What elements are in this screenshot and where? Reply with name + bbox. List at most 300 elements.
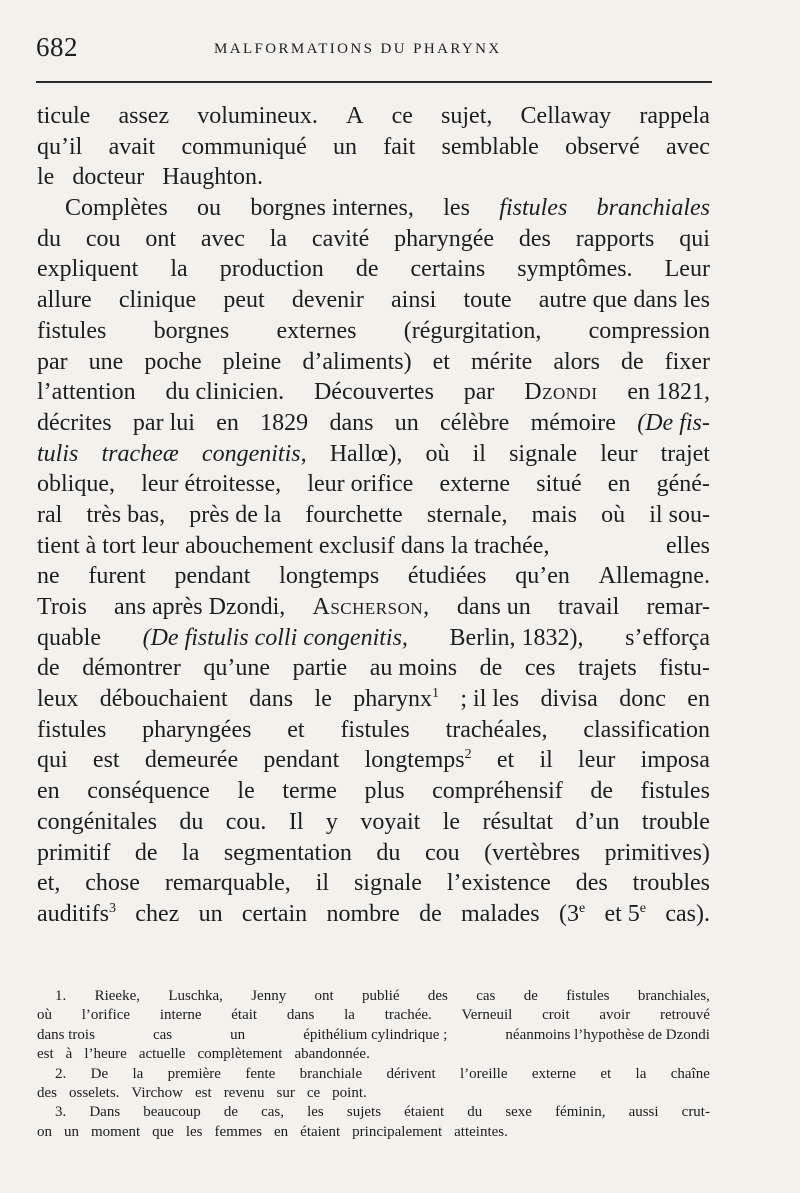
text: première <box>167 1065 221 1082</box>
text: volumineux. <box>197 103 318 129</box>
text: célèbre <box>440 409 510 436</box>
text: quable <box>37 624 101 651</box>
text-segment <box>576 868 608 899</box>
text: leur <box>600 440 638 467</box>
text: Complètes <box>65 195 168 222</box>
text: ; il les <box>460 686 520 713</box>
text: cou <box>424 839 460 866</box>
text: la <box>344 1007 355 1024</box>
text-segment <box>450 623 584 654</box>
text-segment <box>144 347 201 378</box>
text: voyait <box>360 808 421 835</box>
text-segment <box>515 561 570 592</box>
text-segment <box>460 684 519 715</box>
text-segment <box>168 987 223 1006</box>
text: qui <box>679 225 710 252</box>
text-segment <box>37 561 60 592</box>
text-segment <box>440 408 509 439</box>
text: Haughton. <box>162 164 263 191</box>
text: l’orifice <box>81 1007 131 1024</box>
text-segment <box>432 776 563 807</box>
text-segment <box>333 132 357 163</box>
text-segment <box>37 592 87 623</box>
text: cas). <box>665 900 710 927</box>
text: par lui <box>132 409 195 436</box>
text-segment <box>539 285 710 316</box>
header-rule <box>36 81 712 83</box>
text: pharyngées <box>142 716 252 743</box>
text-segment <box>464 377 495 408</box>
text-segment <box>558 592 619 623</box>
text: de <box>621 348 644 375</box>
text: et <box>600 1065 612 1082</box>
text: à <box>65 1046 73 1063</box>
text-segment <box>261 1103 284 1122</box>
text-segment <box>64 1123 85 1142</box>
text-segment <box>480 653 503 684</box>
text: donc <box>619 686 666 713</box>
text-segment <box>641 745 710 776</box>
body-line <box>37 408 710 439</box>
text: dérivent <box>386 1065 436 1082</box>
body-line <box>37 807 710 838</box>
body-line <box>37 899 710 930</box>
text: de <box>37 655 60 682</box>
text-segment <box>539 745 552 776</box>
text: cou. <box>225 808 267 835</box>
text-segment <box>553 347 600 378</box>
text: nombre <box>326 900 400 927</box>
text: cou <box>85 225 121 252</box>
text: et <box>432 348 450 375</box>
text-segment <box>37 224 61 255</box>
text: et <box>287 716 305 743</box>
text: chose <box>85 870 140 897</box>
text-segment <box>425 439 449 470</box>
text-segment <box>37 868 60 899</box>
text-segment <box>133 408 195 439</box>
text: mais <box>531 501 577 528</box>
text: pendant <box>174 563 251 590</box>
body-line <box>37 684 710 715</box>
text: longtemps <box>279 563 380 590</box>
text: docteur <box>72 164 145 191</box>
text-segment <box>294 1045 375 1064</box>
text-segment <box>168 1065 221 1084</box>
text: travail <box>558 594 620 620</box>
body-line <box>37 469 710 500</box>
text: par <box>463 379 495 406</box>
text-segment <box>131 1084 189 1103</box>
text-segment <box>202 439 307 470</box>
superscript: e <box>578 900 586 916</box>
text: malades <box>461 900 540 927</box>
text: crut- <box>681 1104 710 1121</box>
text-segment <box>237 776 254 807</box>
text-segment <box>519 224 551 255</box>
text: ticule <box>37 103 91 129</box>
text-segment <box>274 1123 294 1142</box>
text-segment <box>627 377 710 408</box>
text: il sou- <box>649 501 710 528</box>
text-segment <box>300 1065 362 1084</box>
text: qu’une <box>203 655 271 682</box>
footnote-line <box>37 1045 710 1064</box>
text: que <box>152 1123 174 1140</box>
footnote-line <box>37 1026 710 1045</box>
text: actuelle <box>138 1046 186 1063</box>
text: étaient <box>404 1104 445 1121</box>
text-segment <box>160 1006 202 1025</box>
text-segment <box>484 838 580 869</box>
text: fistules <box>340 716 410 743</box>
text: étudiées <box>407 563 487 590</box>
text-segment <box>65 193 168 224</box>
text-segment <box>293 653 348 684</box>
text: auditifs <box>37 900 109 927</box>
text: fistules <box>37 716 107 743</box>
text-segment <box>307 1103 324 1122</box>
text: avec <box>200 225 245 252</box>
text-segment <box>647 592 710 623</box>
text-segment <box>37 316 106 347</box>
text: de <box>479 655 503 682</box>
text-segment <box>37 101 90 132</box>
text-segment <box>114 592 285 623</box>
text-segment <box>509 439 577 470</box>
text-segment <box>505 1103 532 1122</box>
text: divisa <box>540 686 598 713</box>
text: en <box>274 1123 289 1140</box>
text: fourchette <box>305 501 403 528</box>
text: la <box>182 839 200 866</box>
text-segment <box>215 1123 268 1142</box>
text-segment <box>531 408 616 439</box>
text-segment <box>89 1103 120 1122</box>
text: en <box>37 778 60 805</box>
text: en <box>607 471 631 498</box>
text: toute <box>463 287 512 314</box>
body-line <box>37 745 710 776</box>
text: compréhensif <box>432 778 563 805</box>
text-segment <box>201 224 245 255</box>
text-segment <box>505 1026 710 1045</box>
text: l’existence <box>446 870 551 897</box>
text-segment <box>142 715 251 746</box>
text-segment <box>629 1103 659 1122</box>
text-segment <box>383 132 415 163</box>
body-line <box>37 500 710 531</box>
footnote-line <box>37 1065 710 1084</box>
body-line <box>37 193 710 224</box>
text: dans trois <box>37 1026 95 1043</box>
text: était <box>231 1007 258 1024</box>
text: d’aliments) <box>302 348 412 375</box>
footnotes <box>37 987 710 1142</box>
text-segment <box>37 1026 95 1045</box>
text-segment <box>608 469 631 500</box>
text-segment <box>277 1084 301 1103</box>
text: qu’en <box>515 563 570 590</box>
text-segment <box>197 101 318 132</box>
text-segment <box>37 254 138 285</box>
text-segment <box>385 1006 432 1025</box>
text: avait <box>108 133 156 160</box>
running-title: MALFORMATIONS DU PHARYNX <box>214 41 502 57</box>
text: la <box>132 1065 144 1082</box>
text-segment <box>428 987 448 1006</box>
text-segment <box>197 1045 288 1064</box>
text: 3. <box>55 1104 67 1121</box>
text-segment <box>665 899 710 930</box>
text: fistules <box>640 778 710 805</box>
text-segment <box>37 684 78 715</box>
text-segment <box>292 285 364 316</box>
text-segment <box>37 776 60 807</box>
text-segment <box>441 101 492 132</box>
text: tient à tort leur abouchement exclusif dans la trachée, <box>37 532 550 559</box>
text-segment <box>249 684 293 715</box>
text: fixer <box>664 348 710 375</box>
text-segment <box>179 807 203 838</box>
text-segment <box>525 653 556 684</box>
text-segment <box>93 745 120 776</box>
text: un <box>198 900 223 927</box>
superscript: 3 <box>109 900 116 916</box>
text-segment <box>91 1123 146 1142</box>
text-segment <box>315 987 334 1006</box>
text-segment <box>625 623 710 654</box>
text: rapports <box>575 225 655 252</box>
text: trachéales, <box>445 716 548 743</box>
text-segment <box>467 1103 482 1122</box>
text: le <box>314 686 332 713</box>
text: du clinicien. <box>165 379 285 406</box>
body-line <box>37 592 710 623</box>
text: (3 <box>558 900 579 927</box>
text-segment <box>37 377 136 408</box>
text-segment <box>633 868 710 899</box>
text: (régurgitation, <box>403 317 542 344</box>
text: interne <box>159 1007 202 1024</box>
text: branchiales, <box>637 988 710 1004</box>
text-segment <box>143 623 408 654</box>
text-segment <box>555 1103 605 1122</box>
text-segment <box>182 838 199 869</box>
text: (vertèbres <box>484 839 581 866</box>
text: autre que dans les <box>538 287 710 314</box>
text-segment <box>37 1084 63 1103</box>
text-segment <box>170 254 187 285</box>
text: de <box>134 839 158 866</box>
text-segment <box>141 469 281 500</box>
text-segment <box>145 745 238 776</box>
text-segment <box>216 408 239 439</box>
text: pendant <box>263 747 340 774</box>
text-segment <box>282 776 337 807</box>
text: des <box>575 870 608 897</box>
body-line <box>37 653 710 684</box>
footnote-line <box>37 1084 710 1103</box>
text: elles <box>666 532 710 559</box>
text: leux <box>37 686 79 713</box>
body-line <box>37 101 710 132</box>
body-text <box>37 101 710 930</box>
text-segment <box>37 807 157 838</box>
text: cavité <box>311 225 370 252</box>
text: la <box>269 225 288 252</box>
text: est <box>37 1046 54 1063</box>
text-segment <box>524 377 597 408</box>
text-segment <box>186 1123 209 1142</box>
footnote-line <box>37 987 710 1006</box>
text: en <box>216 409 239 436</box>
text: partie <box>292 655 348 682</box>
footnote-line <box>37 1123 710 1142</box>
text-segment <box>37 715 106 746</box>
text: y <box>325 808 338 835</box>
text-segment <box>454 1123 514 1142</box>
text: près de la <box>189 501 282 528</box>
body-line <box>37 623 710 654</box>
text: semblable <box>441 133 539 160</box>
text: assez <box>118 103 170 129</box>
text-segment <box>578 653 637 684</box>
text-segment <box>352 1123 448 1142</box>
text-segment <box>242 899 307 930</box>
text: avoir <box>599 1007 631 1024</box>
text: signale <box>353 870 422 897</box>
text-segment <box>517 254 632 285</box>
text: un <box>230 1026 246 1043</box>
text-segment <box>224 1084 271 1103</box>
text-segment <box>303 1026 447 1045</box>
text: où <box>37 1007 52 1024</box>
text-segment <box>289 807 304 838</box>
text: ce <box>391 103 413 129</box>
text: abandonnée. <box>294 1046 370 1063</box>
text-segment <box>532 500 577 531</box>
text-segment <box>642 807 710 838</box>
text-segment <box>687 684 710 715</box>
text: débouchaient <box>99 686 228 713</box>
text-segment <box>365 745 472 776</box>
text: De <box>90 1065 109 1082</box>
text: segmentation <box>223 839 352 866</box>
text-segment <box>37 653 60 684</box>
body-line <box>37 531 710 562</box>
text-segment <box>559 899 585 930</box>
text: femmes <box>214 1123 262 1140</box>
text-segment <box>245 1065 275 1084</box>
text-segment <box>471 347 532 378</box>
text-segment <box>392 101 413 132</box>
text: rappela <box>639 103 710 129</box>
text-segment <box>346 101 363 132</box>
text-segment <box>132 1065 143 1084</box>
text-segment <box>312 592 429 623</box>
text-segment <box>387 1065 436 1084</box>
text-segment <box>636 1065 647 1084</box>
text-segment <box>84 1045 132 1064</box>
text: Il <box>288 808 304 835</box>
text: trachée. <box>384 1007 432 1024</box>
text-segment <box>316 868 329 899</box>
text: fait <box>383 133 416 160</box>
text-segment <box>661 439 710 470</box>
text-segment <box>87 776 210 807</box>
text-segment <box>69 1084 125 1103</box>
text: pharynx <box>353 686 432 713</box>
text-segment <box>37 162 63 193</box>
text-segment <box>340 715 409 746</box>
text: où <box>425 440 450 467</box>
text-segment <box>499 193 567 224</box>
text: sternale, <box>426 501 508 528</box>
text: en 1821, <box>627 379 710 406</box>
text-segment <box>660 1006 710 1025</box>
text-segment <box>589 316 710 347</box>
text: troubles <box>632 870 710 897</box>
text: furent <box>88 563 146 590</box>
text-segment <box>524 987 538 1006</box>
text-segment <box>135 899 179 930</box>
text: de <box>590 778 613 805</box>
text-segment <box>152 1123 180 1142</box>
text: remar- <box>646 594 710 620</box>
body-line <box>37 838 710 869</box>
text: un <box>333 133 358 160</box>
text: il <box>315 870 330 897</box>
text-segment <box>197 193 221 224</box>
text-segment <box>223 347 282 378</box>
text-segment <box>88 561 145 592</box>
text-segment <box>532 1065 576 1084</box>
text: féminin, <box>555 1104 606 1121</box>
text-segment <box>365 776 405 807</box>
text-segment <box>251 987 286 1006</box>
text: complètement <box>197 1046 283 1063</box>
text-segment <box>89 347 124 378</box>
text-segment <box>37 132 82 163</box>
text: un <box>64 1123 79 1140</box>
text: l’attention <box>37 379 136 406</box>
text: ont <box>314 988 334 1004</box>
text: le <box>237 778 255 805</box>
text-segment <box>332 1084 373 1103</box>
text: terme <box>282 778 337 805</box>
text-segment <box>277 316 357 347</box>
text-segment <box>419 899 442 930</box>
text-segment <box>482 807 553 838</box>
text: borgnes internes, <box>250 195 414 222</box>
text: et 5 <box>604 900 640 927</box>
text: du <box>179 808 204 835</box>
text-segment <box>353 684 439 715</box>
text-segment <box>638 987 710 1006</box>
text: imposa <box>640 747 710 774</box>
text: fistules <box>566 988 610 1004</box>
text-segment <box>639 101 710 132</box>
text: pleine <box>222 348 282 375</box>
text: leur <box>578 747 616 774</box>
text-segment <box>135 838 158 869</box>
text-segment <box>37 347 68 378</box>
text-segment <box>189 500 281 531</box>
text-segment <box>300 1123 346 1142</box>
text: alors <box>553 348 600 375</box>
text-segment <box>37 1045 60 1064</box>
